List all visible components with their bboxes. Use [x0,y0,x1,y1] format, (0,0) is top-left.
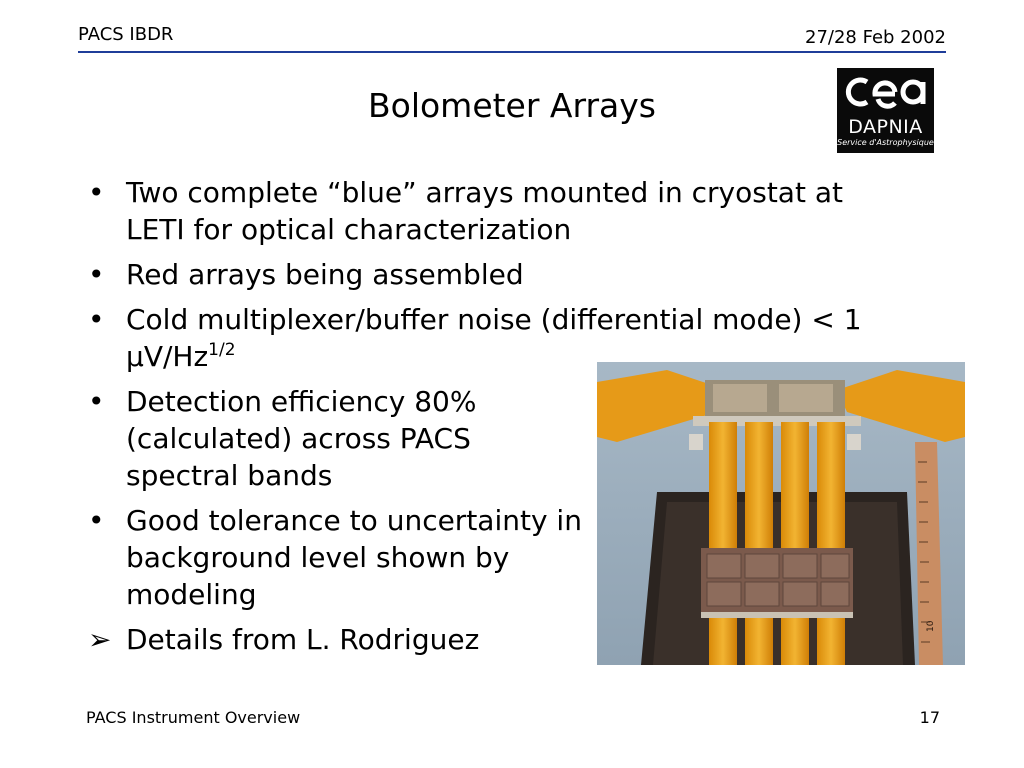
bullet-text: Red arrays being assembled [126,258,524,291]
header-left: PACS IBDR [78,24,174,45]
bullet-text: Detection efficiency 80% (calculated) across PACS spectral bands [126,385,477,492]
bullet-item [86,174,906,248]
footer-title: PACS Instrument Overview [86,708,301,727]
arrow-bullet-icon: ➢ [88,623,112,656]
bullet-icon: • [88,176,105,209]
cea-dapnia-logo [837,68,934,153]
page-number: 17 [919,708,940,727]
bullet-item [86,621,646,658]
header-rule [78,51,946,53]
bullet-item [86,383,546,494]
bullet-text: Cold multiplexer/buffer noise (differential mode) < 1 µV/Hz [126,303,862,373]
bullet-icon: • [88,258,105,291]
bullet-text: Two complete “blue” arrays mounted in cryostat at LETI for optical characterization [126,176,843,246]
ruler-label: 10 [926,620,936,632]
slide-title: Bolometer Arrays [367,86,656,125]
logo-dapnia-text: DAPNIA [848,116,923,138]
bullet-item [86,256,906,293]
bullet-text: Details from L. Rodriguez [126,623,480,656]
bullet-item [86,502,586,613]
header-date: 27/28 Feb 2002 [805,27,946,48]
bolometer-array-photo [597,362,965,665]
bullet-text: Good tolerance to uncertainty in background level shown by modeling [126,504,582,611]
bullet-superscript: 1/2 [208,340,236,360]
bullet-icon: • [88,385,105,418]
bullet-icon: • [88,303,105,336]
bullet-icon: • [88,504,105,537]
cea-logo-icon [843,74,929,110]
logo-subtitle: Service d'Astrophysique [837,138,934,147]
